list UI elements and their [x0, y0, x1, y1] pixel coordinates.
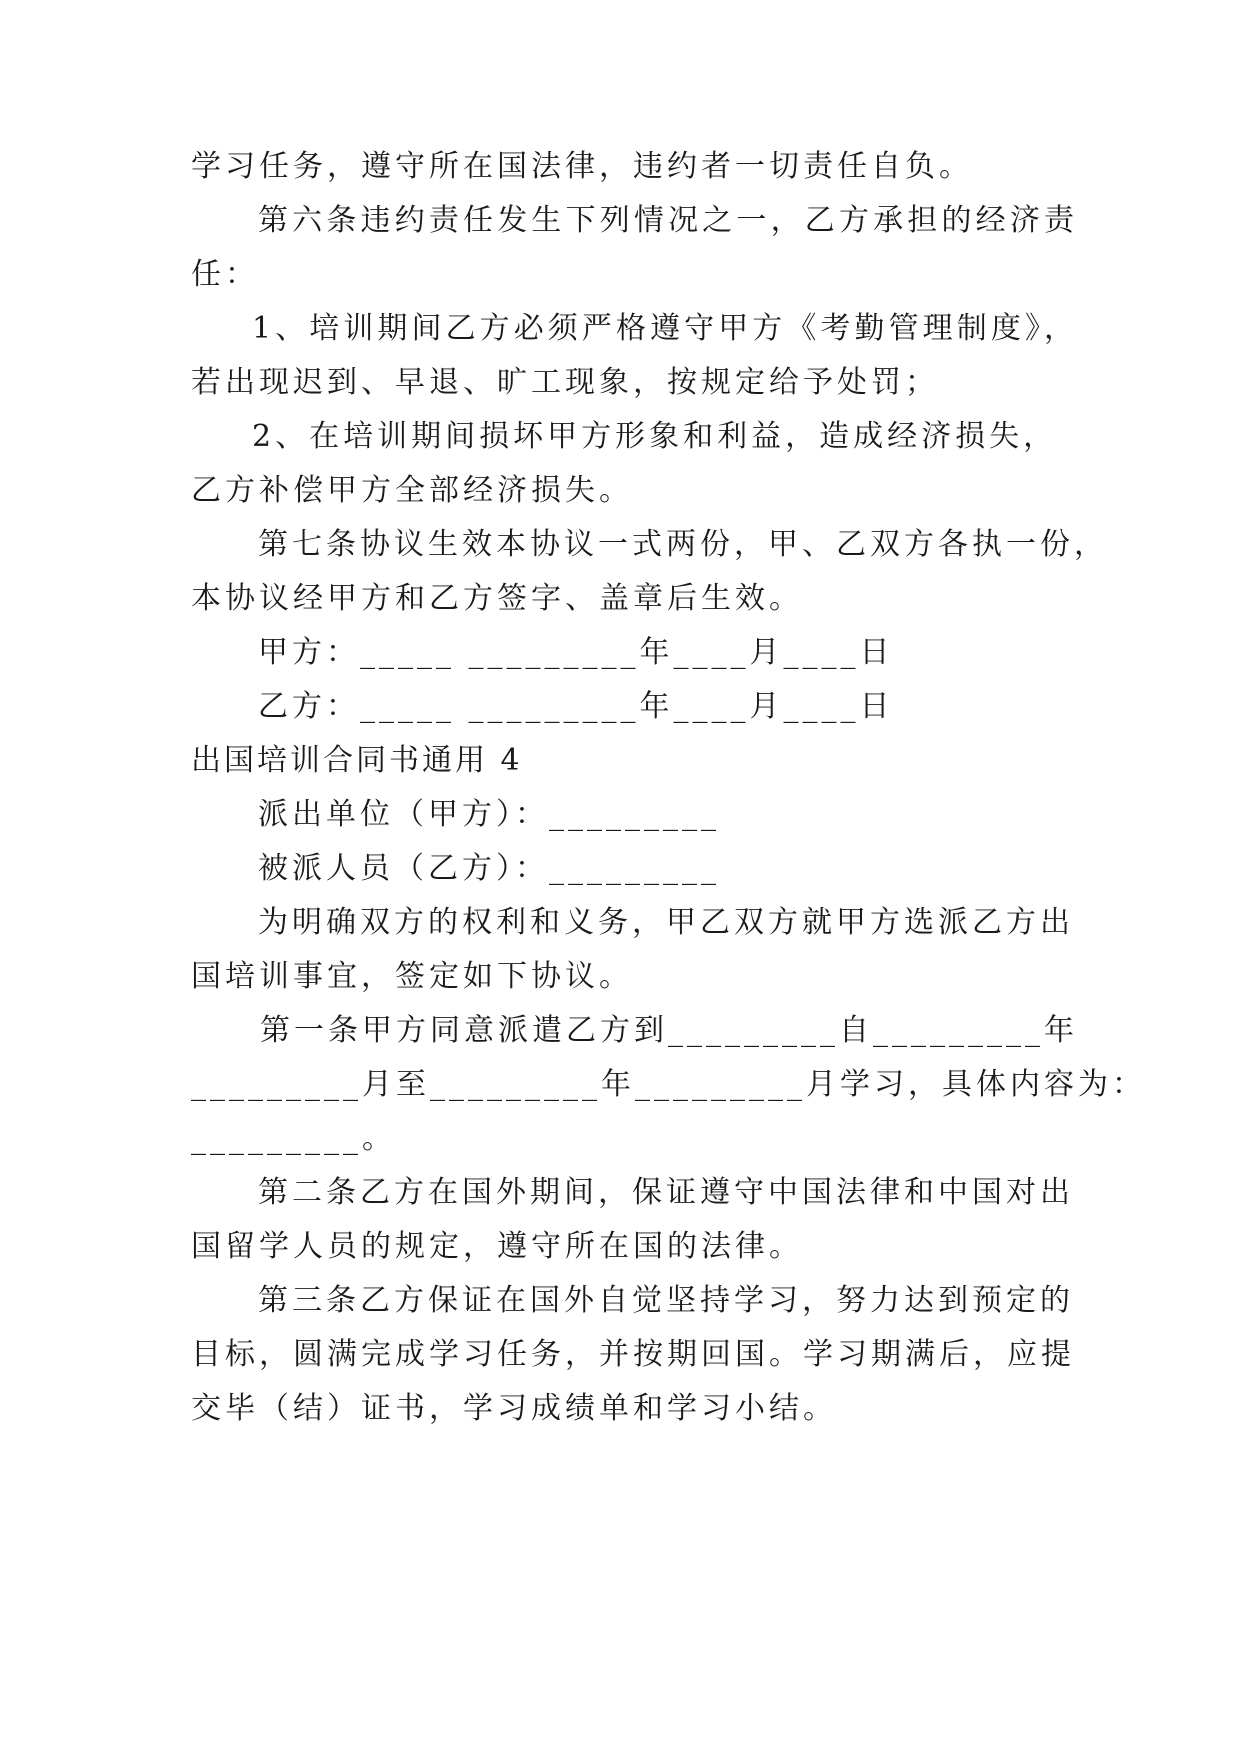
signature-line-party-b: 乙方：_____ _________年____月____日: [258, 689, 894, 724]
text-line-16: 国培训事宜，签定如下协议。: [191, 959, 633, 994]
article-1-line-1: 第一条甲方同意派遣乙方到_________自_________年: [260, 1013, 1078, 1048]
signature-line-party-a: 甲方：_____ _________年____月____日: [258, 635, 894, 670]
text-line-9: 本协议经甲方和乙方签字、盖章后生效。: [191, 581, 803, 616]
text-line-1: 学习任务，遵守所在国法律，违约者一切责任自负。: [191, 149, 973, 184]
article-2-line-1: 第二条乙方在国外期间，保证遵守中国法律和中国对出: [258, 1175, 1074, 1210]
article-1-line-2: _________月至_________年_________月学习，具体内容为：: [191, 1067, 1146, 1102]
text-line-5: 若出现迟到、早退、旷工现象，按规定给予处罚；: [191, 365, 939, 400]
dispatched-person-line: 被派人员（乙方）：_________: [258, 851, 720, 886]
text-line-8: 第七条协议生效本协议一式两份，甲、乙双方各执一份，: [258, 527, 1108, 562]
text-line-7: 乙方补偿甲方全部经济损失。: [191, 473, 633, 508]
article-3-line-3: 交毕（结）证书，学习成绩单和学习小结。: [191, 1391, 837, 1426]
text-line-4: 1、培训期间乙方必须严格遵守甲方《考勤管理制度》，: [252, 311, 1078, 346]
article-3-line-1: 第三条乙方保证在国外自觉坚持学习，努力达到预定的: [258, 1283, 1074, 1318]
text-line-6: 2、在培训期间损坏甲方形象和利益，造成经济损失，: [252, 419, 1058, 454]
article-1-line-3: _________。: [191, 1121, 396, 1156]
article-3-line-2: 目标，圆满完成学习任务，并按期回国。学习期满后，应提: [191, 1337, 1075, 1372]
article-2-line-2: 国留学人员的规定，遵守所在国的法律。: [191, 1229, 803, 1264]
section-heading: 出国培训合同书通用 4: [191, 743, 523, 778]
text-line-15: 为明确双方的权利和义务，甲乙双方就甲方选派乙方出: [258, 905, 1074, 940]
dispatching-unit-line: 派出单位（甲方）：_________: [258, 797, 720, 832]
text-line-2: 第六条违约责任发生下列情况之一，乙方承担的经济责: [258, 203, 1078, 238]
text-line-3: 任：: [191, 257, 259, 292]
